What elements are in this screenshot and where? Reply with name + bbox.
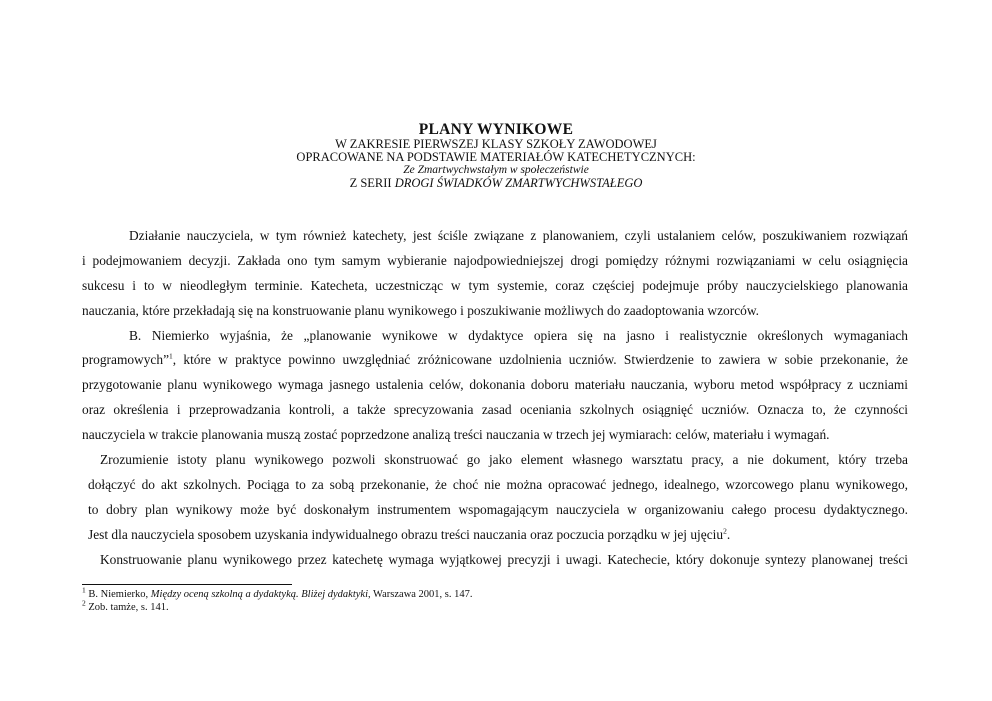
paragraph-4-line-1: Konstruowanie planu wynikowego przez katechetę wymaga wyjątkowej precyzji i uwagi. Katechecie, który dokonuje syntezy planowanej treści (100, 551, 908, 567)
document-title: PLANY WYNIKOWE (418, 121, 574, 138)
footnote-ref-1: 1 (169, 351, 173, 361)
paragraph-3-line-1: Zrozumienie istoty planu wynikowego pozwoli skonstruować go jako element własnego warsztatu pracy, a nie dokument, który trzeba (100, 452, 908, 468)
paragraph-1-line-4: nauczania, które przekładają się na konstruowanie planu wynikowego i poszukiwanie możliwych do zaadoptowania wzorców. (82, 302, 759, 318)
footnote-1-book-title: Między oceną szkolną a dydaktyką. Bliżej dydaktyki (150, 589, 368, 600)
footnote-2-text: Zob. tamże, s. 141. (85, 602, 169, 613)
paragraph-2-line-2-start: programowych” (82, 352, 170, 368)
subtitle-line-3: Ze Zmartwychwstałym w społeczeństwie (403, 164, 589, 176)
paragraph-3-line-2: dołączyć do akt szkolnych. Pociąga to za sobą przekonanie, że choć nie można opracować jednego, idealnego, wzorcowego planu wynikowego, (88, 476, 908, 492)
subtitle-line-1: W ZAKRESIE PIERWSZEJ KLASY SZKOŁY ZAWODOWEJ (335, 137, 657, 151)
footnote-1-publication: , Warszawa 2001, s. 147. (368, 589, 473, 600)
footnote-1-author: B. Niemierko, (85, 589, 151, 600)
paragraph-2-line-4: oraz określenia i przeprowadzania kontroli, a także sprecyzowania zasad oceniania szkolnych osiągnięć uczniów. Oznacza to, że czynności (82, 402, 908, 418)
document-body (82, 224, 908, 572)
paragraph-3-last-period: . (726, 526, 731, 542)
footnote-1-number: 1 (82, 585, 86, 595)
paragraph-2-line-5: nauczyciela w trakcie planowania muszą zostać poprzedzone analizą treści nauczania w trzech jej wymiarach: celów, materiału i wymagań. (82, 427, 830, 443)
footnote-2-number: 2 (82, 598, 86, 608)
subtitle-line-2: OPRACOWANE NA PODSTAWIE MATERIAŁÓW KATECHETYCZNYCH: (296, 150, 696, 164)
paragraph-2-line-2 (82, 348, 908, 373)
paragraph-2-line-2-end: , które w praktyce powinno uwzględniać zróżnicowane uzdolnienia uczniów. Stwierdzenie to zawiera w sobie przekonanie, że (172, 352, 908, 368)
footnote-ref-2: 2 (723, 526, 727, 536)
footnote-1 (82, 585, 473, 601)
paragraph-3-line-4 (82, 523, 908, 548)
paragraph-1-line-1: Działanie nauczyciela, w tym również katechety, jest ściśle związane z planowaniem, czyli ustalaniem celów, poszukiwaniem rozwiązań (129, 228, 908, 243)
document-header (0, 121, 992, 190)
subtitle-line-4 (0, 177, 992, 190)
paragraph-3-last-text: Jest dla nauczyciela sposobem uzyskania indywidualnego obrazu treści nauczania oraz poczucia porządku w jej ujęciu (88, 526, 724, 542)
paragraph-1-line-2: i podejmowaniem decyzji. Zakłada ono tym samym wybieranie najodpowiedniejszej drogi pomiędzy różnymi rozwiązaniami w celu osiągnięcia (82, 252, 908, 268)
footnote-separator (82, 584, 292, 585)
paragraph-2-line-1: B. Niemierko wyjaśnia, że „planowanie wynikowe w dydaktyce opiera się na jasno i realistycznie określonych wymaganiach (129, 327, 908, 343)
paragraph-2-line-3: przygotowanie planu wynikowego wymaga jasnego ustalenia celów, dokonania doboru materiału nauczania, wyboru metod współpracy z uczniami (82, 377, 908, 393)
footnote-2 (82, 598, 169, 614)
series-name: DROGI ŚWIADKÓW ZMARTWYCHWSTAŁEGO (394, 176, 643, 190)
paragraph-1-line-3: sukcesu i to w nieodległym terminie. Katecheta, uczestnicząc w tym systemie, coraz częściej podejmuje próby nauczycielskiego planowania (82, 277, 908, 293)
paragraph-3-line-3: to dobry plan wynikowy może być doskonałym instrumentem wspomagającym nauczyciela w organizowaniu całego procesu dydaktycznego. (88, 501, 908, 517)
series-prefix: Z SERII (349, 176, 395, 190)
